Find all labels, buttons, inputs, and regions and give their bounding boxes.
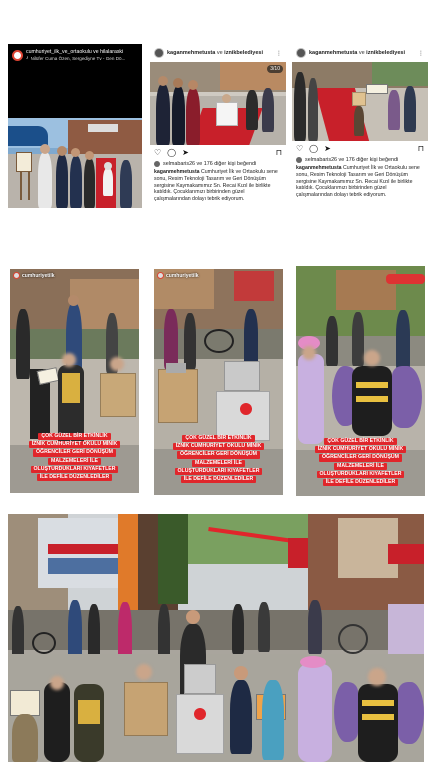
story-header [157,272,199,279]
instagram-post-1 [150,44,286,214]
bookmark-icon[interactable]: ⊓ [275,148,282,157]
likes-text: selmabaris26 ve 176 diğer kişi beğendi [305,157,399,163]
story-2[interactable] [154,269,283,495]
caption-line: MALZEMELERİ İLE [192,460,245,467]
reel-header [8,44,142,66]
post-photo[interactable] [150,62,286,145]
carousel-counter: 3/10 [267,65,283,73]
music-icon: ♪ [26,55,29,61]
comment-icon[interactable]: ◯ [309,144,319,153]
caption-line: İLE DEFİLE DÜZENLEDİLER [323,479,398,486]
caption-line: OLUŞTURDUKLARI KIYAFETLER [317,471,405,478]
instagram-post-2 [292,44,428,214]
story-caption [296,438,425,486]
liker-avatar [296,157,302,163]
story-avatar[interactable] [157,272,164,279]
story-username[interactable]: cumhuriyetilk [22,272,55,279]
account-avatar[interactable] [296,48,306,58]
caption-line: OLUŞTURDUKLARI KIYAFETLER [175,468,263,475]
bookmark-icon[interactable]: ⊓ [417,144,424,153]
comment-icon[interactable]: ◯ [167,148,177,157]
parade-photo[interactable] [8,514,424,762]
story-caption [10,433,139,481]
post-header [150,44,286,62]
caption-line: ÇOK GÜZEL BİR ETKİNLİK [38,433,110,440]
likes-line[interactable] [296,157,424,163]
heart-icon[interactable]: ♡ [296,144,304,153]
reel-photo [8,118,142,208]
reel-screenshot[interactable] [8,44,142,208]
story-caption [154,435,283,483]
reel-avatar[interactable] [12,50,23,61]
caption-line: İLE DEFİLE DÜZENLEDİLER [181,476,256,483]
story-1[interactable] [10,269,139,493]
reel-audio-label[interactable]: Nilüfer Cuma Özen, Sergediyne Tv - Gen Dö... [30,55,126,61]
account-avatar[interactable] [154,48,164,58]
post-photo[interactable] [292,62,428,141]
post-caption [296,165,424,199]
post-actions [296,144,424,153]
more-options-icon[interactable]: ⋮ [418,50,424,57]
caption-line: İZNİK CUMHURİYET OKULU MİNİK [29,441,121,448]
post-account-line[interactable]: kaganmehmetusta ve iznikbelediyesi [309,50,405,56]
likes-text: selmabaris26 ve 176 diğer kişi beğendi [163,161,257,167]
caption-line: İZNİK CUMHURİYET OKULU MİNİK [315,446,407,453]
caption-username[interactable]: kaganmehmetusta [154,169,200,175]
liker-avatar [154,161,160,167]
post-caption [154,169,282,203]
more-options-icon[interactable]: ⋮ [276,50,282,57]
post-actions [154,148,282,157]
caption-line: MALZEMELERİ İLE [48,458,101,465]
caption-line: ÇOK GÜZEL BİR ETKİNLİK [182,435,254,442]
likes-line[interactable] [154,161,282,167]
story-header [13,272,55,279]
story-3[interactable] [296,266,425,496]
caption-text: Cumhuriyet İlk ve Ortaokulu sene sonu, Resim Teknoloji Tasarım ve Geri Dönüşüm sergisine Kaymakamımız Sn. Recai Kızıl ile birlikte katıldık. Çocuklarımızı birbirinden güzel çalışmalarından dolayı tebrik ediyorum. [296,165,420,199]
caption-line: OLUŞTURDUKLARI KIYAFETLER [31,466,119,473]
story-avatar[interactable] [13,272,20,279]
caption-text: Cumhuriyet İlk ve Ortaokulu sene sonu, Resim Teknoloji Tasarım ve Geri Dönüşüm sergisine Kaymakamımız Sn. Recai Kızıl ile birlikte katıldık. Çocuklarımızı birbirinden güzel çalışmalarından dolayı tebrik ediyorum. [154,169,278,203]
caption-username[interactable]: kaganmehmetusta [296,165,342,171]
post-account-line[interactable]: kaganmehmetusta ve iznikbelediyesi [167,50,263,56]
caption-line: ÇOK GÜZEL BİR ETKİNLİK [324,438,396,445]
caption-line: MALZEMELERİ İLE [334,463,387,470]
post-header [292,44,428,62]
caption-line: ÖĞRENCİLER GERİ DÖNÜŞÜM [319,454,402,461]
caption-line: İLE DEFİLE DÜZENLEDİLER [37,474,112,481]
heart-icon[interactable]: ♡ [154,148,162,157]
caption-line: ÖĞRENCİLER GERİ DÖNÜŞÜM [177,451,260,458]
story-username[interactable]: cumhuriyetilk [166,272,199,279]
share-icon[interactable]: ➤ [324,144,331,153]
share-icon[interactable]: ➤ [182,148,189,157]
reel-account-name[interactable]: cumhuriyet_ilk_ve_ortaokulu ve hilalaraski [26,49,124,55]
caption-line: İZNİK CUMHURİYET OKULU MİNİK [173,443,265,450]
caption-line: ÖĞRENCİLER GERİ DÖNÜŞÜM [33,449,116,456]
